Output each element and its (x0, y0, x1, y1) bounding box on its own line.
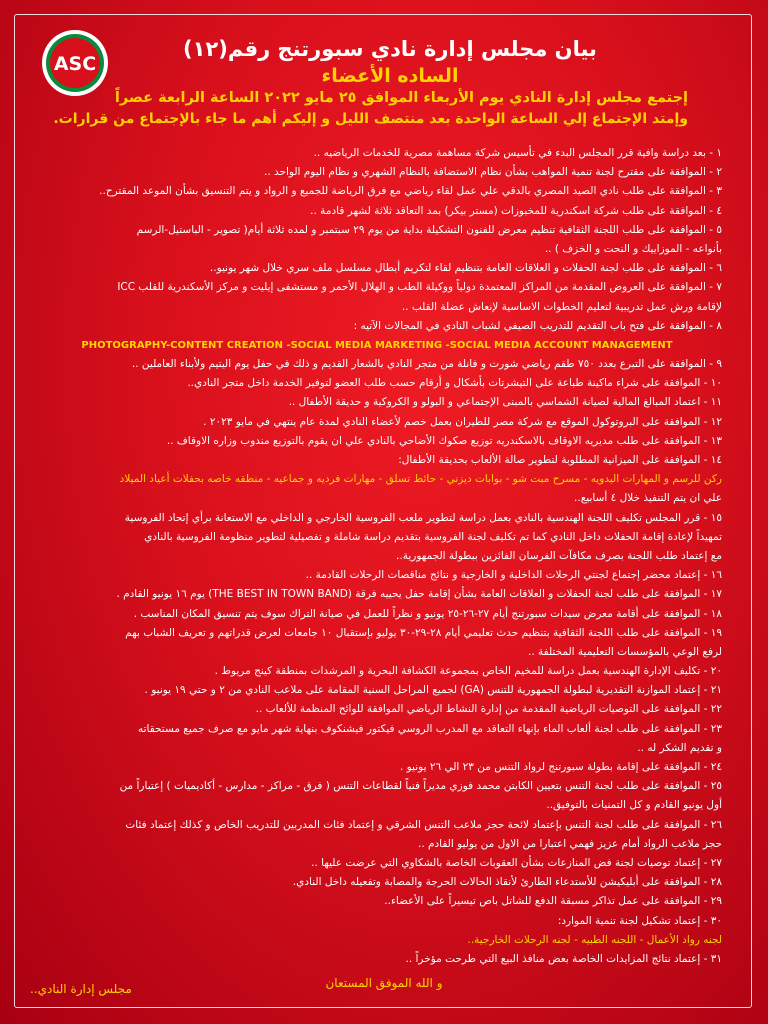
decision-line: مع إعتماد طلب اللجنة بصرف مكافآت الفرسان الفائزين ببطولة الجمهورية.. (396, 549, 722, 562)
decision-line: ١٧ - الموافقة على طلب لجنة الحفلات و العلاقات العامة بشأن إقامة حفل يحييه فرقة (THE BEST IN TOWN BAND) يوم ١٦ يونيو القادم . (116, 588, 722, 601)
decision-line: ٢٦ - الموافقة على طلب لجنة التنس بإعتماد لائحة حجز ملاعب التنس الشرقي و إعتماد فئات المدربين للتدريب الخاص و كذلك إعتماد فئات (125, 818, 722, 831)
decision-line: ٢٥ - الموافقة على طلب لجنة التنس بتعيين الكابتن محمد فوزي مديراً فنياً لقطاعات التنس ( فرق - مراكز - مدارس - أكاديميات ) إعتباراً من (119, 780, 722, 793)
decision-line: PHOTOGRAPHY-CONTENT CREATION -SOCIAL MEDIA MARKETING -SOCIAL MEDIA ACCOUNT MANAGEMENT (81, 339, 673, 351)
decision-line: ٥ - الموافقة على طلب اللجنة الثقافية تنظيم معرض للفنون التشكيلة بداية من يوم ٢٩ سبتمبر و لمده ثلاثة أيام( تصوير - الباستيل-الرسم (136, 223, 722, 236)
decision-line: ٢ - الموافقة على مقترح لجنة تنمية المواهب بشأن نظام الاستضافة بالنظام الشهري و نظام اليوم الواحد .. (264, 166, 722, 179)
decision-line: ٢٨ - الموافقة على أبليكيشن للأستدعاء الطارئ لأنقاذ الحالات الحرجة والمصابة وتفعيله داخل النادي. (292, 876, 722, 889)
intro-line: وإمتد الإجتماع إلي الساعة الواحدة بعد منتصف الليل و إليكم أهم ما جاء بالإجتماع من قرارات. (53, 111, 688, 127)
decision-line: ٣١ - إعتماد نتائج المزايدات الخاصة بعض منافذ البيع التي طرحت مؤخراً .. (405, 952, 722, 965)
decision-line: ٢١ - إعتماد الموازنة التقديرية لبطولة الجمهورية للتنس (GA) لجميع المراحل السنية المقامة على ملاعب النادي من ٢ و حتي ١٩ يونيو . (144, 684, 722, 697)
decision-line: ٣٠ - إعتماد تشكيل لجنة تنمية الموارد: (557, 914, 722, 927)
decision-line: بأنواعه - الموزاييك و النحت و الخزف ) .. (544, 242, 722, 255)
decision-line: ٢٧ - إعتماد توصيات لجنة فض المنازعات بشأن العقوبات الخاصة بالشكاوي التي عرضت عليها .. (311, 856, 722, 869)
decision-line: ١٤ - الموافقة على الميزانية المطلوبة لتطوير صالة الألعاب بحديقة الأطفال: (398, 454, 722, 466)
decision-line: علي ان يتم التنفيذ خلال ٤ أسابيع.. (574, 492, 722, 505)
decision-line: ٦ - الموافقة على طلب لجنة الحفلات و العلاقات العامة بتنظيم لقاء لتكريم أبطال مسلسل ملف سري خلال شهر يونيو.. (209, 262, 722, 275)
decision-line: و تقديم الشكر له .. (637, 741, 722, 754)
decision-line: لإقامة ورش عمل تدريبية لتعليم الخطوات الاساسية لإنعاش عضلة القلب .. (401, 300, 722, 313)
decision-line: ١ - بعد دراسة وافية قرر المجلس البدء في تأسيس شركة مساهمة مصرية للخدمات الرياضيه .. (313, 147, 722, 159)
decision-line: ١٦ - إعتماد محضر إجتماع لجنتي الرحلات الداخلية و الخارجية و نتائج مناقصات الرحلات القادمة .. (305, 569, 722, 582)
decision-line: ١٥ - قرر المجلس تكليف اللجنة الهندسية بالنادي بعمل دراسة لتطوير ملعب الفروسية الخارجي و الداخلي مع الاستعانة برأي إتحاد الفروسية (124, 511, 722, 524)
decision-line: ١٣ - الموافقة على طلب مديريه الاوقاف بالاسكندريه توزيع صكوك الأضاحي بالنادي علي ان يقوم بالتوزيع مندوب وزاره الاوقاف .. (166, 434, 722, 447)
decisions-list (32, 144, 722, 969)
decision-line: تمهيداً لإعادة إقامة الحفلات داخل النادي كما تم تكليف لجنة الفروسية بتقديم دراسة شاملة و تفصيلية لتطوير منظومة الفروسية بالنادي (144, 530, 722, 543)
decision-line: ٢٩ - الموافقة على عمل تذاكر مسبقة الدفع للشاتل باص تيسيراً على الأعضاء.. (384, 895, 722, 908)
decision-line: لرفع الوعي بالمؤسسات التعليمية المختلفة .. (528, 645, 722, 658)
closing-text: و الله الموفق المستعان (325, 976, 443, 990)
decision-line: ٩ - الموافقة على التبرع بعدد ٧٥٠ طقم رياضي شورت و فانلة من متجر النادي بالشعار القديم و ذلك في حفل يوم اليتيم ولأبناء العاملين .. (131, 358, 722, 371)
decision-line: أول يونيو القادم و كل التمنيات بالتوفيق.. (546, 799, 722, 812)
decision-line: ٣ - الموافقة على طلب نادي الصيد المصري بالدقي علي عمل لقاء رياضي مع فرق الرياضة للجميع و الرواد و يتم التنسيق بشأن الموعد المقترح.. (99, 185, 722, 198)
decision-line: ١١ - اعتماد المبالغ المالية لصيانة الشماسي بالمبنى الإجتماعي و البولو و الكروكية و حديقة الأطفال .. (288, 396, 722, 409)
decision-line: ١٨ - الموافقة على أقامة معرض سيدات سبورتنج أيام ٢٧-٢٦-٢٥ يونيو و نظراً للعمل في صيانة التراك سوف يتم تنسيق المكان المناسب . (133, 607, 722, 620)
decision-line: ركن للرسم و المهارات اليدويه - مسرح مبت شو - بوابات ديزني - حائط تسلق - مهارات فرديه و جماعيه - منطقه خاصه بحفلات أعياد الميلاد (119, 473, 722, 486)
decision-line: ٧ - الموافقة على العروض المقدمة من المراكز المعتمدة دولياً ووكيلة الطب و الهلال الأحمر و مستشفى إيليت و مركز الأسكندرية للقلب ICC (117, 281, 722, 294)
decision-line: ٢٣ - الموافقة على طلب لجنة ألعاب الماء بإنهاء التعاقد مع المدرب الروسي فيكتور فيشنكوف بنهاية شهر مايو مع صرف جميع مستحقاته (137, 722, 722, 735)
decision-line: ١٠ - الموافقة على شراء ماكينة طباعة على التيشرتات بأشكال و أرقام حسب طلب العضو لتوفير الخدمة داخل متجر النادي.. (187, 377, 722, 390)
decision-line: ٨ - الموافقة على فتح باب التقديم للتدريب الصيفي لشباب النادي في المجالات الآتيه : (353, 319, 722, 332)
decision-line: ٢٢ - الموافقة على التوصيات الرياضية المقدمة من إدارة النشاط الرياضي الموافقة للوائح المنظمة للألعاب .. (255, 703, 722, 716)
decision-line: ١٩ - الموافقة على طلب اللجنة الثقافية بتنظيم حدث تعليمي أيام ٢٨-٢٩-٣٠ يوليو بإستقبال ١٠ جامعات لعرض قدراتهم و تعريف الشباب بهم (125, 626, 722, 639)
decision-line: ٤ - الموافقة على طلب شركة اسكندرية للمخبوزات (مستر بيكر) بمد التعاقد ثلاثة لشهر قادمة .. (310, 204, 722, 217)
decision-line: لجنه رواد الأعمال - اللجنه الطبيه - لجنه الرحلات الخارجية.. (467, 933, 722, 946)
intro-block (48, 88, 688, 130)
decision-line: ٢٠ - تكليف الإدارة الهندسية بعمل دراسة للمخيم الخاص بمجموعة الكشافة البحرية و المرشدات بمنطقة كينج مريوط . (214, 665, 722, 678)
logo-text: ASC (53, 53, 97, 75)
decision-line: حجز ملاعب الرواد أمام عزيز فهمي اعتبارا من الاول من يوليو القادم .. (417, 837, 722, 850)
intro-line: إجتمع مجلس إدارة النادي يوم الأربعاء الموافق ٢٥ مايو ٢٠٢٢ الساعة الرابعة عصراً (114, 90, 688, 106)
decision-line: ١٢ - الموافقة على البروتوكول الموقع مع شركة مصر للطيران بعمل خصم لأعضاء النادي لمدة عام ينتهي في مايو ٢٠٢٣ . (203, 415, 722, 428)
page-subtitle: الساده الأعضاء (321, 65, 459, 87)
board-signature: مجلس إدارة النادي.. (30, 982, 132, 996)
decision-line: ٢٤ - الموافقة على إقامة بطولة سبورتنج لرواد التنس من ٢٣ الي ٢٦ يونيو . (399, 761, 722, 773)
page-title: بيان مجلس إدارة نادي سبورتنج رقم(١٢) (183, 37, 597, 61)
